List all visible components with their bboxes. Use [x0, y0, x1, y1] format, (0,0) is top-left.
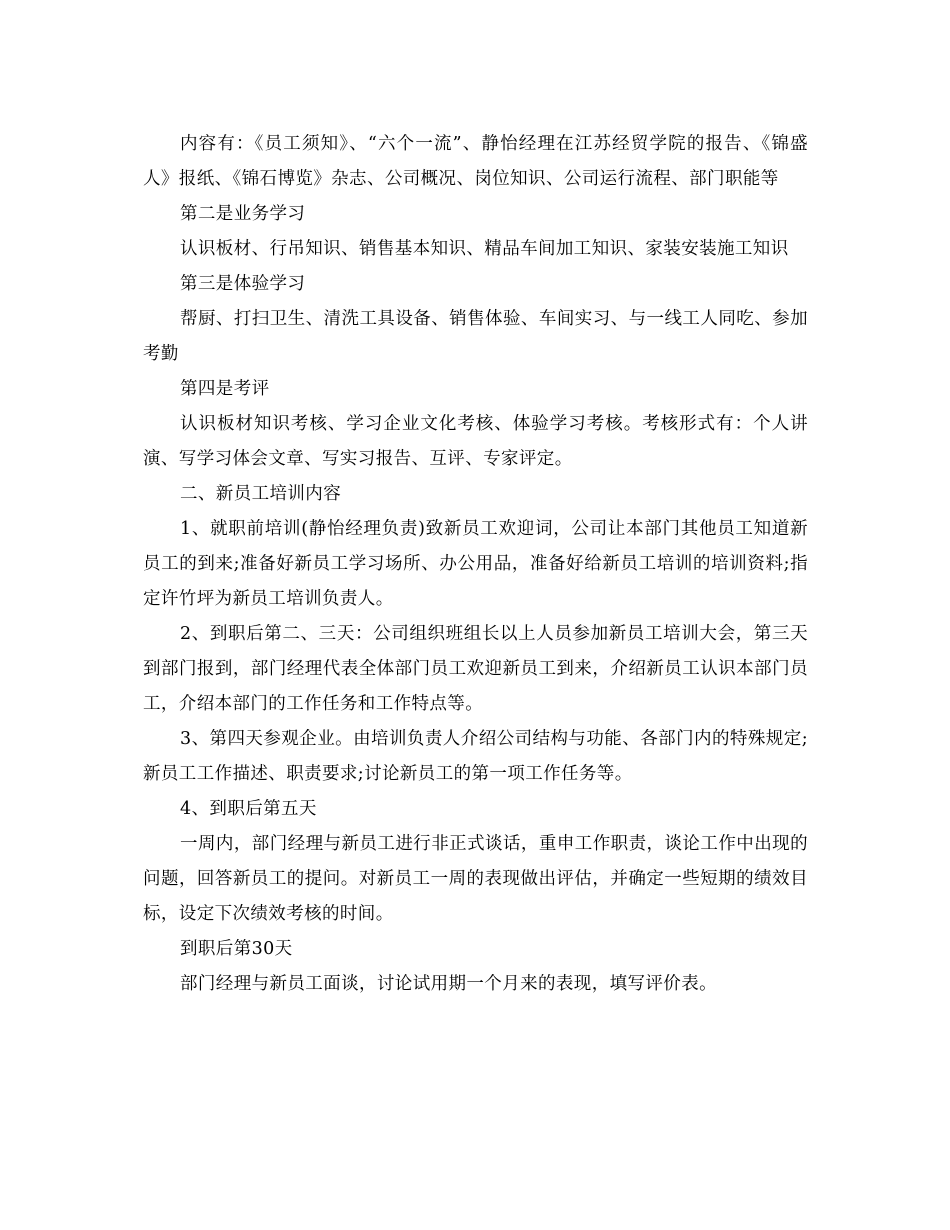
paragraph-14: 到职后第30天	[180, 939, 293, 959]
paragraph-7: 认识板材知识考核、学习企业文化考核、体验学习考核。考核形式有：个人讲演、写学习体会文章、写实习报告、互评、专家评定。	[143, 414, 808, 469]
paragraph-2: 第二是业务学习	[180, 204, 306, 224]
paragraph-5: 帮厨、打扫卫生、清洗工具设备、销售体验、车间实习、与一线工人同吃、参加考勤	[143, 309, 808, 364]
document-body	[143, 127, 808, 1002]
paragraph-1: 内容有：《员工须知》、“六个一流”、静怡经理在江苏经贸学院的报告、《锦盛人》报纸、《锦石博览》杂志、公司概况、岗位知识、公司运行流程、部门职能等	[143, 134, 808, 189]
paragraph-15: 部门经理与新员工面谈，讨论试用期一个月来的表现，填写评价表。	[180, 974, 717, 994]
paragraph-9: 1、就职前培训(静怡经理负责)致新员工欢迎词，公司让本部门其他员工知道新员工的到来;准备好新员工学习场所、办公用品，准备好给新员工培训的培训资料;指定许竹坪为新员工培训负责人。	[143, 519, 808, 609]
paragraph-6: 第四是考评	[180, 379, 270, 399]
paragraph-8: 二、新员工培训内容	[180, 484, 342, 504]
paragraph-13: 一周内，部门经理与新员工进行非正式谈话，重申工作职责，谈论工作中出现的问题，回答新员工的提问。对新员工一周的表现做出评估，并确定一些短期的绩效目标，设定下次绩效考核的时间。	[143, 834, 808, 924]
paragraph-10: 2、到职后第二、三天：公司组织班组长以上人员参加新员工培训大会，第三天到部门报到，部门经理代表全体部门员工欢迎新员工到来，介绍新员工认识本部门员工，介绍本部门的工作任务和工作特点等。	[143, 624, 808, 714]
paragraph-3: 认识板材、行吊知识、销售基本知识、精品车间加工知识、家装安装施工知识	[180, 239, 789, 259]
paragraph-11: 3、第四天参观企业。由培训负责人介绍公司结构与功能、各部门内的特殊规定;新员工工作描述、职责要求;讨论新员工的第一项工作任务等。	[143, 729, 808, 784]
paragraph-12: 4、到职后第五天	[180, 799, 317, 819]
paragraph-4: 第三是体验学习	[180, 274, 306, 294]
